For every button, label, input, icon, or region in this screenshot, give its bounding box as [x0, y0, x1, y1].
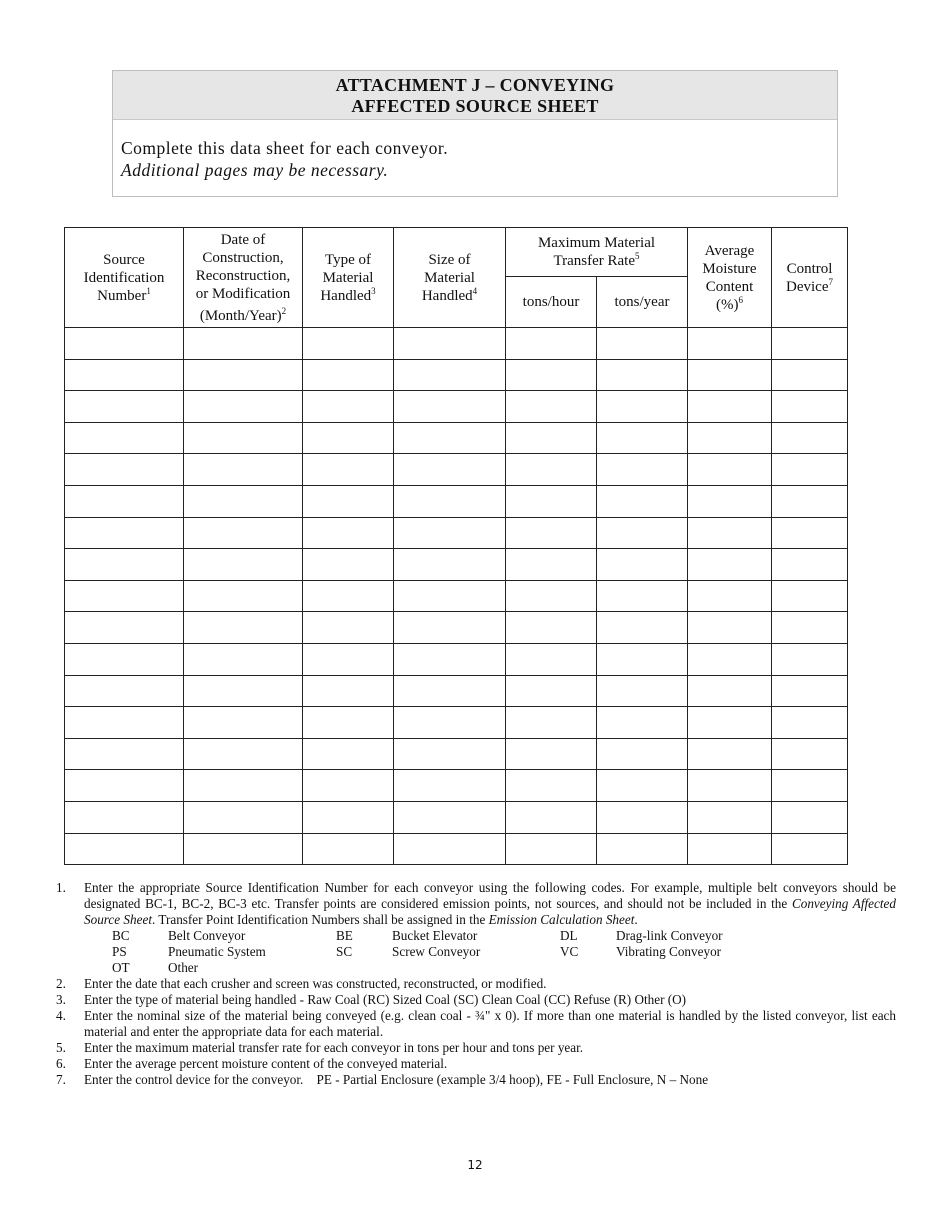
cell-date[interactable] [184, 422, 303, 454]
cell-tons-year[interactable] [597, 454, 688, 486]
cell-tons-year[interactable] [597, 612, 688, 644]
cell-moisture[interactable] [688, 549, 772, 581]
cell-material-type[interactable] [303, 359, 394, 391]
cell-material-size[interactable] [394, 643, 506, 675]
header-date: Date of Construction, Reconstruction, or Modification (Month/Year)$^2$ [184, 228, 303, 328]
cell-tons-year[interactable] [597, 801, 688, 833]
cell-material-type[interactable] [303, 612, 394, 644]
footnote-5: 5. Enter the maximum material transfer rate for each conveyor in tons per hour and tons per year. [56, 1040, 584, 1055]
instructions [113, 120, 837, 181]
header-material-size: Size of Material Handled$^4$ [394, 228, 506, 328]
footnote-7: 7. Enter the control device for the conveyor. PE - Partial Enclosure (example 3/4 hoop), FE - Full Enclosure, N – None [56, 1072, 709, 1087]
cell-material-type[interactable] [303, 391, 394, 423]
cell-tons-hour[interactable] [506, 833, 597, 865]
header-source-id: Source Identification Number$^1$ [65, 228, 184, 328]
cell-tons-year[interactable] [597, 328, 688, 360]
cell-tons-hour[interactable] [506, 738, 597, 770]
cell-material-size[interactable] [394, 391, 506, 423]
header-control-device: Control Device$^7$ [772, 228, 848, 328]
conveyor-data-table [64, 227, 848, 865]
cell-material-type[interactable] [303, 422, 394, 454]
cell-material-size[interactable] [394, 422, 506, 454]
cell-tons-year[interactable] [597, 549, 688, 581]
cell-tons-year[interactable] [597, 580, 688, 612]
table-row [65, 580, 848, 612]
cell-date[interactable] [184, 549, 303, 581]
cell-date[interactable] [184, 359, 303, 391]
cell-source-id[interactable] [65, 675, 184, 707]
attachment-title [113, 71, 837, 120]
cell-control-device[interactable] [772, 675, 848, 707]
cell-date[interactable] [184, 738, 303, 770]
cell-material-size[interactable] [394, 328, 506, 360]
cell-moisture[interactable] [688, 770, 772, 802]
cell-date[interactable] [184, 485, 303, 517]
cell-moisture[interactable] [688, 707, 772, 739]
header-tons-year: tons/year [597, 277, 688, 328]
cell-tons-hour[interactable] [506, 422, 597, 454]
cell-tons-hour[interactable] [506, 707, 597, 739]
cell-moisture[interactable] [688, 643, 772, 675]
cell-tons-hour[interactable] [506, 675, 597, 707]
cell-source-id[interactable] [65, 422, 184, 454]
footnote-2: 2. Enter the date that each crusher and screen was constructed, reconstructed, or modified. [56, 976, 547, 991]
cell-material-size[interactable] [394, 517, 506, 549]
table-row [65, 833, 848, 865]
cell-control-device[interactable] [772, 833, 848, 865]
cell-source-id[interactable] [65, 549, 184, 581]
cell-tons-hour[interactable] [506, 328, 597, 360]
attachment-header [112, 70, 838, 197]
cell-source-id[interactable] [65, 580, 184, 612]
table-row [65, 801, 848, 833]
cell-control-device[interactable] [772, 549, 848, 581]
table-row [65, 391, 848, 423]
cell-tons-hour[interactable] [506, 391, 597, 423]
cell-source-id[interactable] [65, 770, 184, 802]
cell-date[interactable] [184, 391, 303, 423]
cell-tons-hour[interactable] [506, 359, 597, 391]
cell-material-type[interactable] [303, 328, 394, 360]
cell-material-type[interactable] [303, 833, 394, 865]
cell-tons-year[interactable] [597, 643, 688, 675]
cell-control-device[interactable] [772, 485, 848, 517]
cell-date[interactable] [184, 517, 303, 549]
instruction-italic: Additional pages may be necessary. [121, 160, 389, 180]
cell-material-type[interactable] [303, 485, 394, 517]
cell-source-id[interactable] [65, 833, 184, 865]
table-row [65, 643, 848, 675]
cell-tons-year[interactable] [597, 675, 688, 707]
cell-control-device[interactable] [772, 328, 848, 360]
cell-source-id[interactable] [65, 454, 184, 486]
cell-tons-hour[interactable] [506, 770, 597, 802]
cell-material-type[interactable] [303, 454, 394, 486]
cell-date[interactable] [184, 580, 303, 612]
cell-date[interactable] [184, 454, 303, 486]
cell-moisture[interactable] [688, 738, 772, 770]
cell-date[interactable] [184, 675, 303, 707]
page-number: 12 [467, 1158, 483, 1172]
title-line-1: ATTACHMENT J – CONVEYING [335, 75, 615, 95]
cell-source-id[interactable] [65, 517, 184, 549]
cell-material-size[interactable] [394, 770, 506, 802]
cell-control-device[interactable] [772, 359, 848, 391]
cell-source-id[interactable] [65, 391, 184, 423]
table-row [65, 517, 848, 549]
cell-date[interactable] [184, 833, 303, 865]
title-line-2: AFFECTED SOURCE SHEET [351, 96, 599, 116]
cell-moisture[interactable] [688, 580, 772, 612]
table-body [65, 328, 848, 865]
header-transfer-rate: Maximum Material Transfer Rate$^5$ [506, 228, 688, 277]
cell-tons-hour[interactable] [506, 549, 597, 581]
cell-control-device[interactable] [772, 801, 848, 833]
cell-material-type[interactable] [303, 770, 394, 802]
cell-source-id[interactable] [65, 328, 184, 360]
cell-material-type[interactable] [303, 517, 394, 549]
cell-control-device[interactable] [772, 612, 848, 644]
header-moisture: Average Moisture Content (%)$^6$ [688, 228, 772, 328]
cell-tons-year[interactable] [597, 391, 688, 423]
cell-tons-year[interactable] [597, 517, 688, 549]
cell-date[interactable] [184, 770, 303, 802]
cell-tons-year[interactable] [597, 833, 688, 865]
cell-tons-year[interactable] [597, 422, 688, 454]
table-row [65, 675, 848, 707]
source-codes: BC Belt Conveyor BE Bucket Elevator DL Drag-link Conveyor PS Pneumatic System SC Screw Conveyor VC Vibrating Conveyor OT Other [112, 928, 723, 975]
cell-tons-year[interactable] [597, 738, 688, 770]
cell-material-size[interactable] [394, 580, 506, 612]
cell-moisture[interactable] [688, 612, 772, 644]
cell-material-type[interactable] [303, 707, 394, 739]
cell-moisture[interactable] [688, 833, 772, 865]
cell-source-id[interactable] [65, 801, 184, 833]
cell-material-size[interactable] [394, 359, 506, 391]
footnotes [56, 880, 896, 1088]
cell-tons-hour[interactable] [506, 580, 597, 612]
cell-material-size[interactable] [394, 485, 506, 517]
cell-date[interactable] [184, 612, 303, 644]
cell-tons-hour[interactable] [506, 801, 597, 833]
footnote-6: 6. Enter the average percent moisture content of the conveyed material. [56, 1056, 448, 1071]
cell-tons-hour[interactable] [506, 454, 597, 486]
cell-moisture[interactable] [688, 422, 772, 454]
cell-source-id[interactable] [65, 707, 184, 739]
header-tons-hour: tons/hour [506, 277, 597, 328]
cell-source-id[interactable] [65, 643, 184, 675]
cell-material-size[interactable] [394, 549, 506, 581]
footnote-4: 4. Enter the nominal size of the material being conveyed (e.g. clean coal - ¾" x 0). If more than one material is handled by the listed conveyor, list each material and enter the appropriate data for each material. [56, 1008, 896, 1039]
cell-moisture[interactable] [688, 801, 772, 833]
cell-control-device[interactable] [772, 707, 848, 739]
cell-material-type[interactable] [303, 801, 394, 833]
cell-moisture[interactable] [688, 328, 772, 360]
cell-tons-year[interactable] [597, 770, 688, 802]
cell-control-device[interactable] [772, 391, 848, 423]
table-row [65, 454, 848, 486]
cell-tons-year[interactable] [597, 707, 688, 739]
cell-date[interactable] [184, 801, 303, 833]
cell-material-size[interactable] [394, 738, 506, 770]
cell-material-size[interactable] [394, 707, 506, 739]
cell-tons-year[interactable] [597, 485, 688, 517]
cell-moisture[interactable] [688, 454, 772, 486]
cell-material-type[interactable] [303, 580, 394, 612]
cell-date[interactable] [184, 643, 303, 675]
cell-material-size[interactable] [394, 454, 506, 486]
table-row [65, 549, 848, 581]
table-row [65, 612, 848, 644]
cell-tons-year[interactable] [597, 359, 688, 391]
cell-source-id[interactable] [65, 485, 184, 517]
table-row [65, 328, 848, 360]
cell-moisture[interactable] [688, 517, 772, 549]
cell-tons-hour[interactable] [506, 643, 597, 675]
cell-moisture[interactable] [688, 359, 772, 391]
table-row [65, 770, 848, 802]
header-material-type: Type of Material Handled$^3$ [303, 228, 394, 328]
footnote-1: 1. Enter the appropriate Source Identification Number for each conveyor using the following codes. For example, multiple belt conveyors should be designated BC-1, BC-2, BC-3 etc. Transfer points are considered emission points, not sources, and should not be included in the Conveying Affected Source Sheet. Transfer Point Identification Numbers shall be assigned in the Emission Calculation Sheet. [56, 880, 896, 927]
cell-tons-hour[interactable] [506, 485, 597, 517]
cell-source-id[interactable] [65, 738, 184, 770]
cell-source-id[interactable] [65, 612, 184, 644]
cell-control-device[interactable] [772, 738, 848, 770]
table-row [65, 359, 848, 391]
cell-source-id[interactable] [65, 359, 184, 391]
footnote-3: 3. Enter the type of material being handled - Raw Coal (RC) Sized Coal (SC) Clean Coal (CC) Refuse (R) Other (O) [56, 992, 687, 1007]
cell-moisture[interactable] [688, 485, 772, 517]
cell-tons-hour[interactable] [506, 612, 597, 644]
cell-material-size[interactable] [394, 675, 506, 707]
cell-material-size[interactable] [394, 801, 506, 833]
cell-control-device[interactable] [772, 580, 848, 612]
cell-material-size[interactable] [394, 833, 506, 865]
cell-tons-hour[interactable] [506, 517, 597, 549]
cell-material-type[interactable] [303, 643, 394, 675]
cell-material-type[interactable] [303, 675, 394, 707]
cell-control-device[interactable] [772, 454, 848, 486]
cell-date[interactable] [184, 707, 303, 739]
cell-material-size[interactable] [394, 612, 506, 644]
cell-control-device[interactable] [772, 517, 848, 549]
cell-moisture[interactable] [688, 675, 772, 707]
cell-moisture[interactable] [688, 391, 772, 423]
cell-material-type[interactable] [303, 738, 394, 770]
cell-date[interactable] [184, 328, 303, 360]
instruction-text: Complete this data sheet for each conveyor. [121, 138, 449, 158]
cell-control-device[interactable] [772, 643, 848, 675]
cell-control-device[interactable] [772, 770, 848, 802]
table-row [65, 485, 848, 517]
table-row [65, 422, 848, 454]
table-row [65, 738, 848, 770]
cell-material-type[interactable] [303, 549, 394, 581]
cell-control-device[interactable] [772, 422, 848, 454]
table-row [65, 707, 848, 739]
